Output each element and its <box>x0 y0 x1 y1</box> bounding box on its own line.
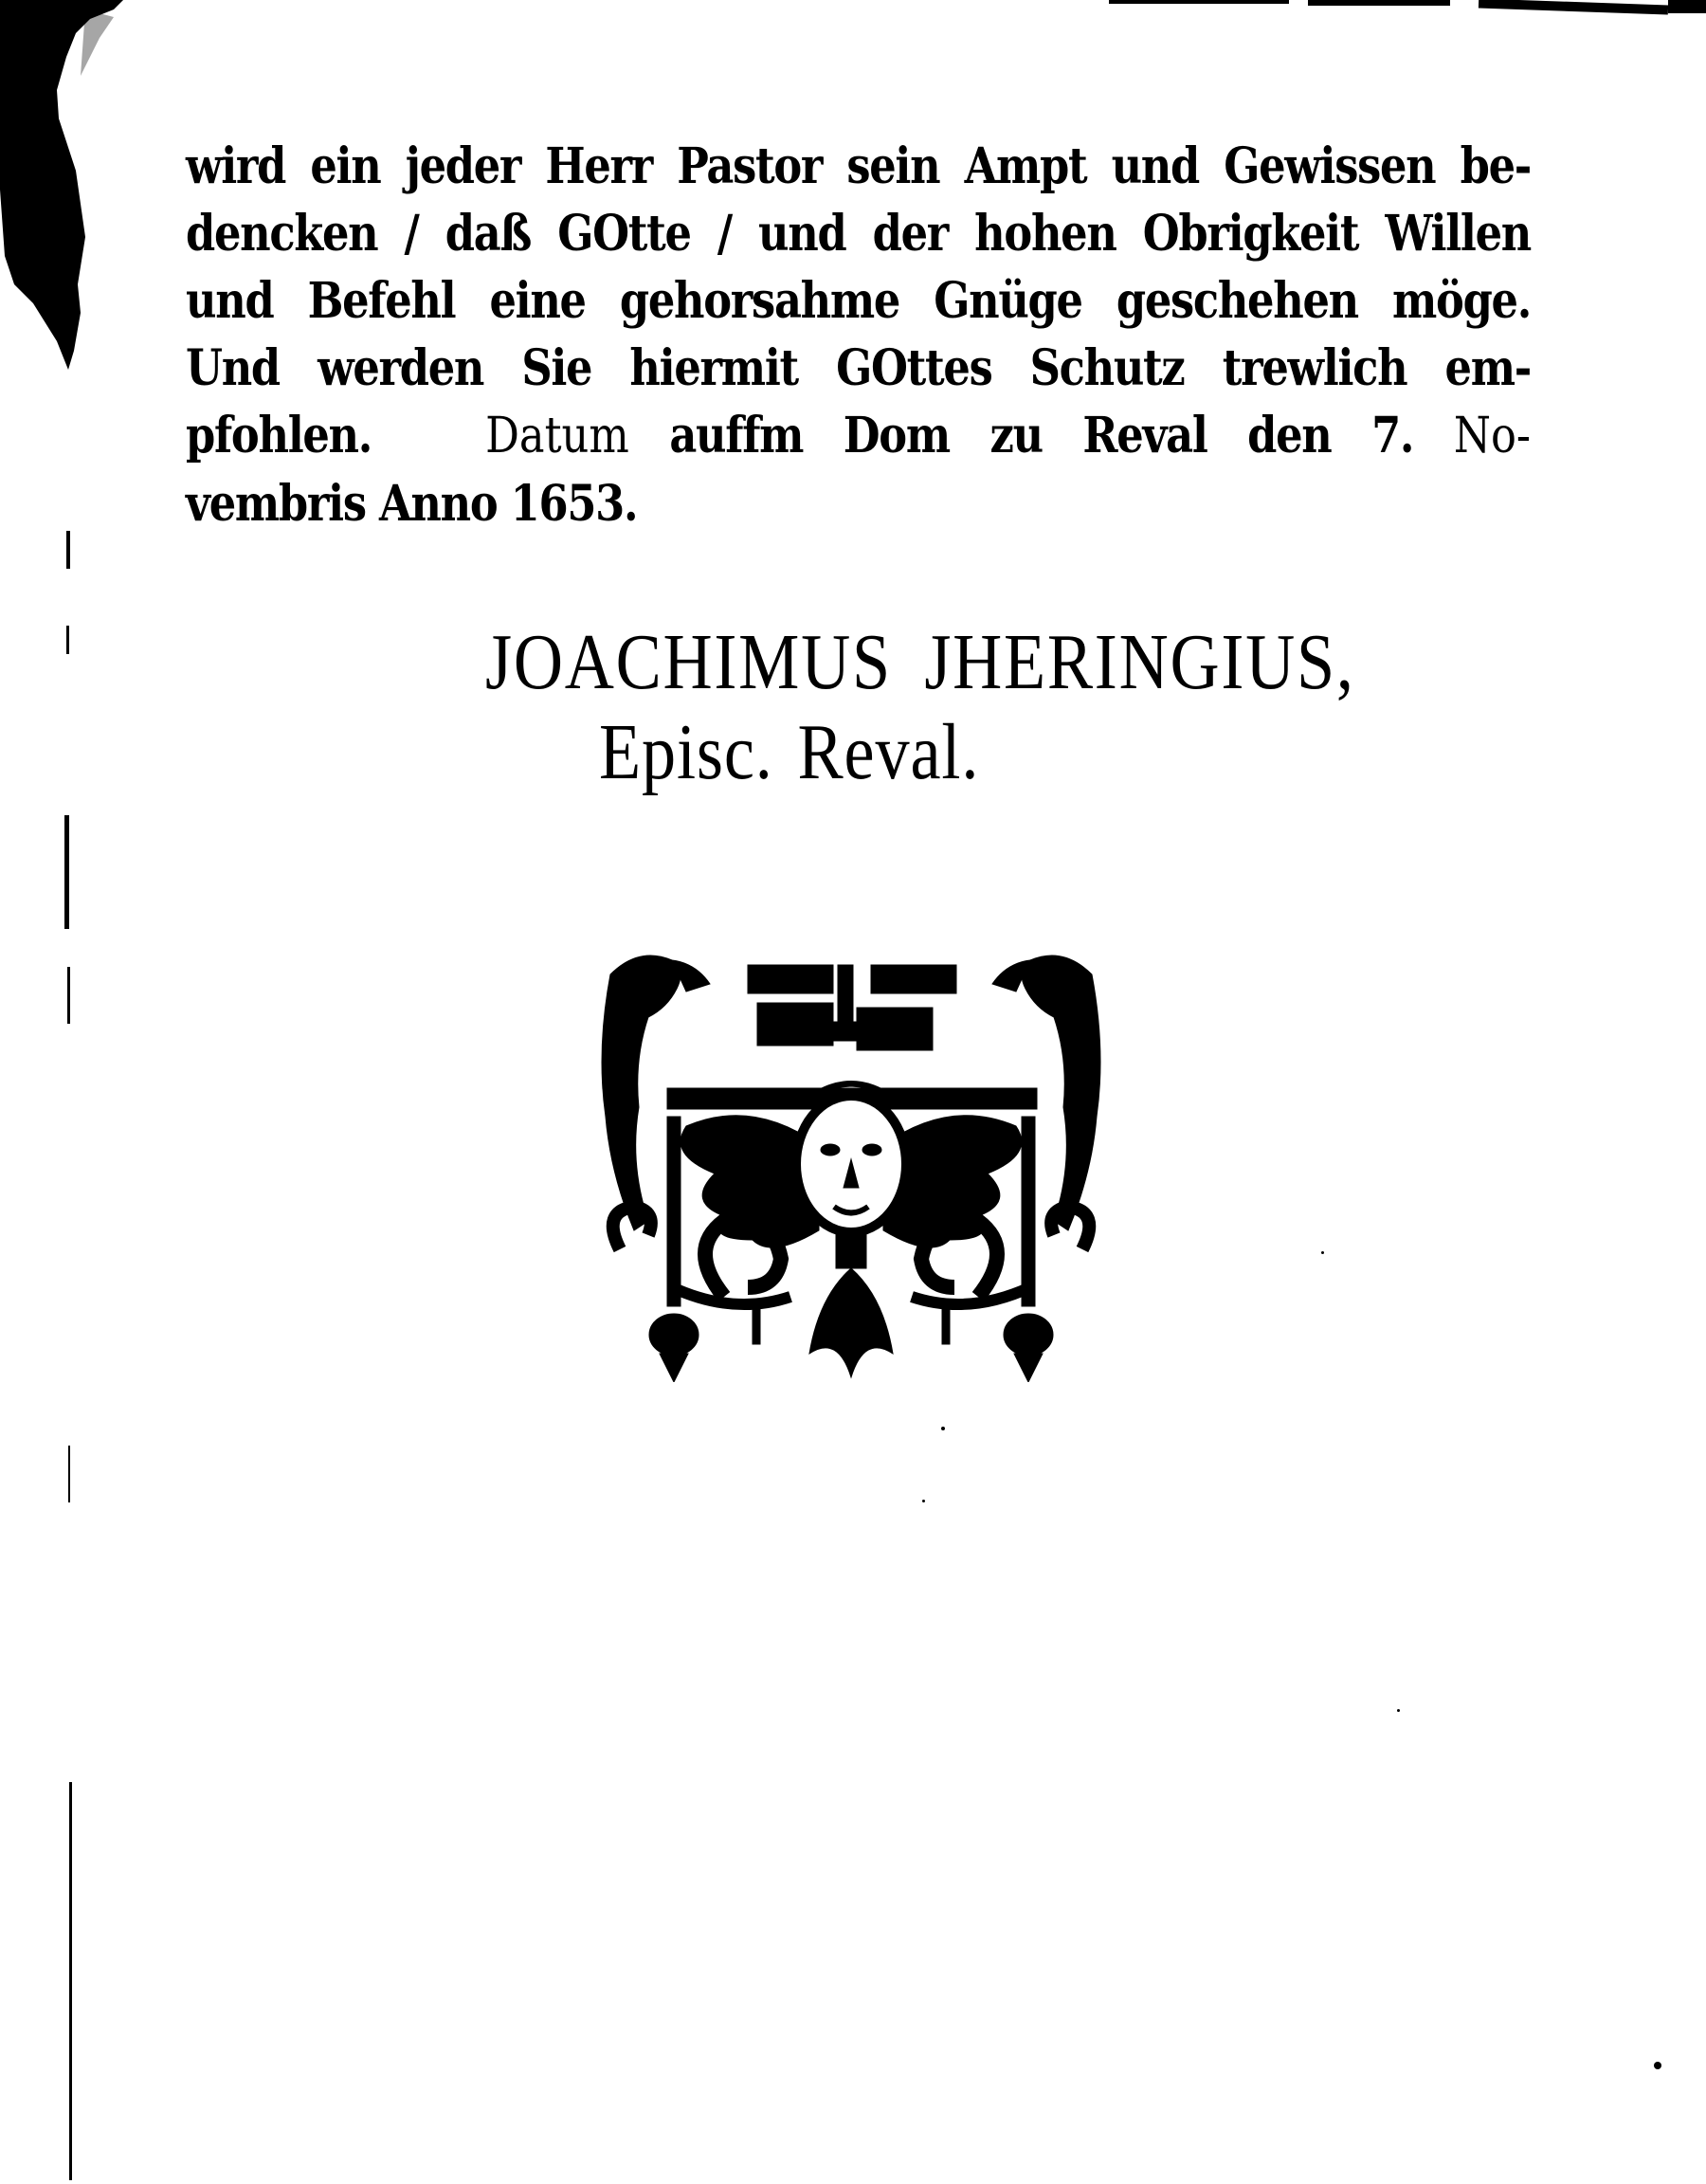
text-line-6: vembris Anno 1653. <box>186 475 638 533</box>
scan-speck <box>922 1500 925 1502</box>
scan-edge-top <box>0 0 1706 13</box>
signature-title <box>599 706 979 798</box>
scan-speck <box>1321 1251 1324 1254</box>
scan-edge-left-mark <box>64 815 69 929</box>
scan-edge-left-blot <box>0 0 123 379</box>
scan-edge-left-mark <box>67 967 70 1024</box>
scan-speck <box>1397 1709 1400 1712</box>
text-line-5-no: No- <box>1453 408 1531 464</box>
text-line-3: und Befehl eine gehorsahme Gnüge geschehen möge. <box>186 272 1531 330</box>
scan-speck <box>1654 2062 1661 2069</box>
text-line-2: dencken / daß GOtte / und der hohen Obrigkeit Willen <box>186 205 1531 263</box>
signature-first-name: JOACHIMUS <box>485 618 892 706</box>
signature-title-episc: Episc. <box>599 708 773 796</box>
signature-last-name: JHERINGIUS, <box>924 618 1355 706</box>
text-line-5-datum: Datum <box>485 408 629 464</box>
text-line-5 <box>186 402 1531 470</box>
text-line-1: wird ein jeder Herr Pastor sein Ampt und Gewissen be- <box>186 137 1531 195</box>
scan-edge-left-mark <box>66 626 69 654</box>
scan-edge-left-mark <box>69 1782 72 2180</box>
body-text <box>186 133 1531 537</box>
text-line-5-part1: pfohlen. <box>186 407 372 464</box>
text-line-5-part3: auffm Dom zu Reval den 7. <box>669 407 1414 464</box>
signature-title-reval: Reval. <box>797 708 980 796</box>
text-line-4: Und werden Sie hiermit GOttes Schutz trewlich em- <box>186 339 1531 397</box>
scan-edge-left-mark <box>66 531 70 569</box>
printer-ornament-icon <box>582 937 1120 1382</box>
scan-speck <box>941 1427 945 1430</box>
signature-name <box>485 616 1355 708</box>
scan-edge-left-mark <box>68 1446 70 1502</box>
